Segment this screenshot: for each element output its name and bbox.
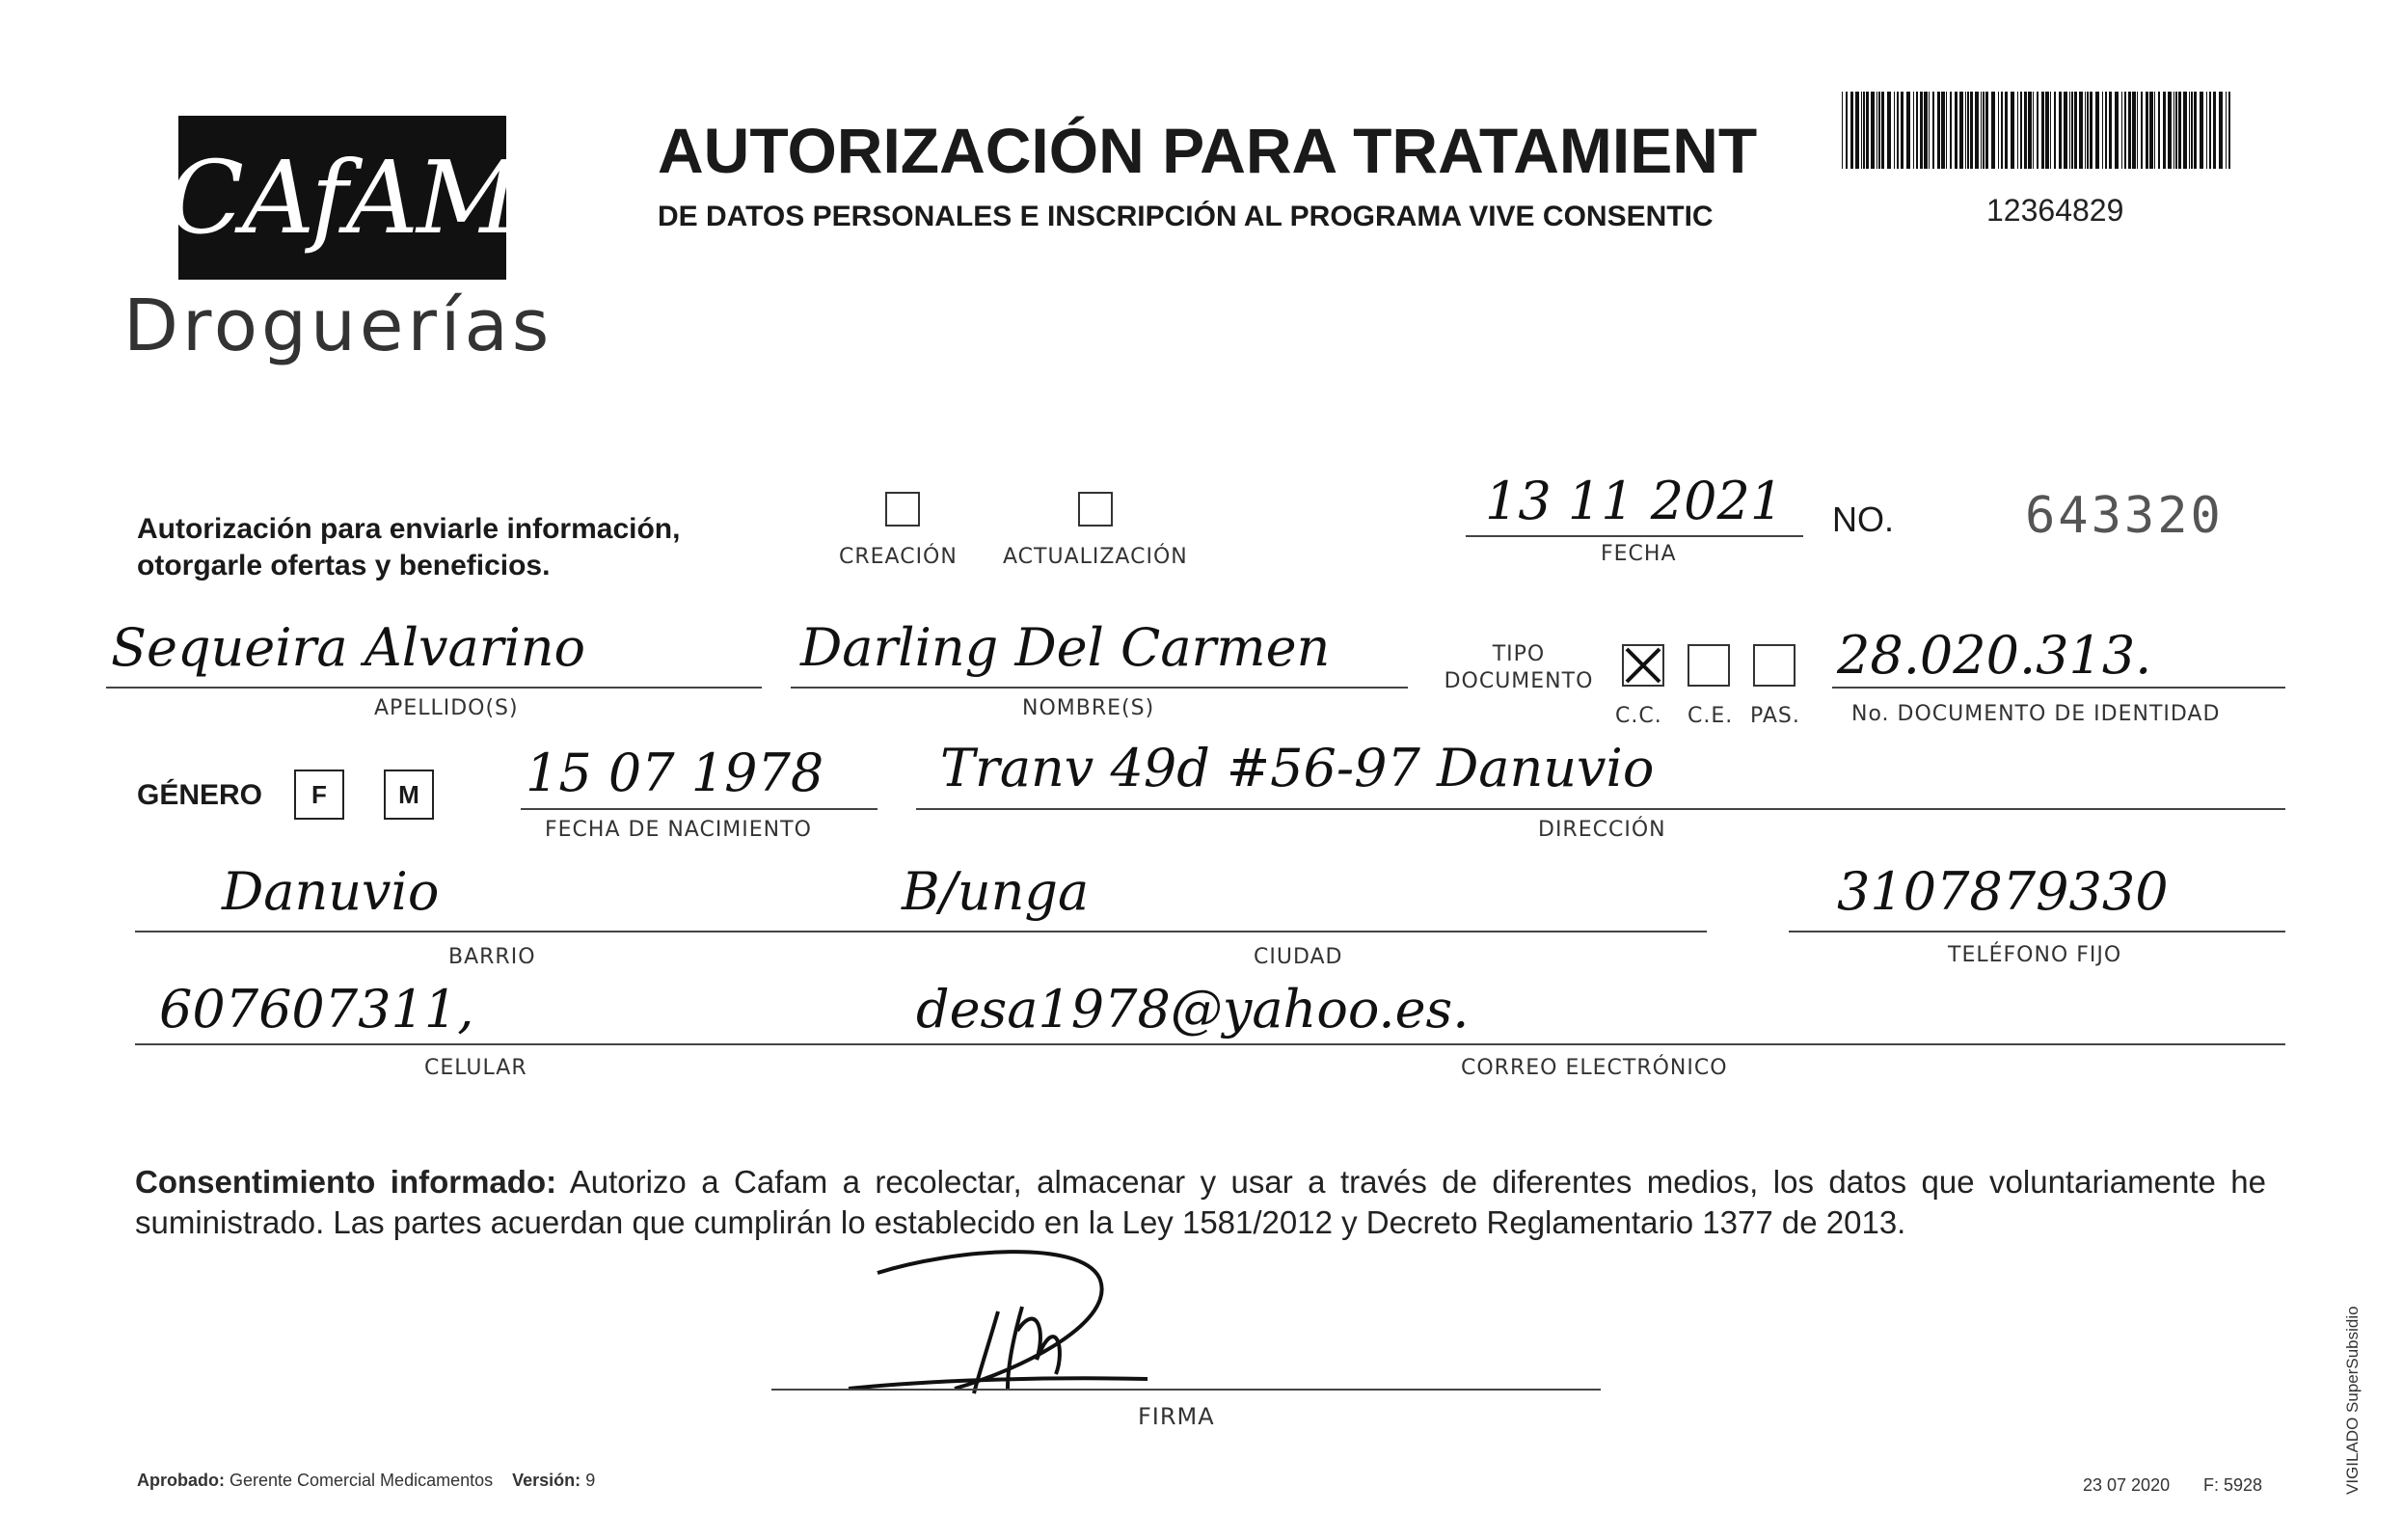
- celular-value[interactable]: 607607311,: [159, 979, 474, 1040]
- barcode-bar: [1861, 92, 1862, 169]
- barrio-label: BARRIO: [448, 945, 536, 969]
- nacimiento-label: FECHA DE NACIMIENTO: [545, 818, 812, 842]
- genero-m-box[interactable]: [384, 770, 434, 820]
- barcode-bar: [1897, 92, 1899, 169]
- barcode-bar: [2137, 92, 2138, 169]
- barcode-bar: [2121, 92, 2122, 169]
- barcode-bar: [2149, 92, 2153, 169]
- pas-label: PAS.: [1750, 704, 1800, 728]
- barcode-bar: [2050, 92, 2051, 169]
- barcode-bar: [1866, 92, 1869, 169]
- barcode-bar: [2158, 92, 2160, 169]
- fecha-value[interactable]: 13 11 2021: [1485, 471, 1784, 531]
- barcode-bar: [2175, 92, 2177, 169]
- logo-subtext: Droguerías: [123, 284, 554, 367]
- barcode-bar: [2213, 92, 2216, 169]
- barcode-bar: [1871, 92, 1875, 169]
- apellidos-line: [106, 687, 762, 689]
- barcode-bar: [2054, 92, 2056, 169]
- fecha-line: [1466, 535, 1803, 537]
- vigilado-side-text: VIGILADO SuperSubsidio: [2343, 1306, 2362, 1495]
- signature-line: [771, 1389, 1601, 1391]
- barcode-bar: [1876, 92, 1877, 169]
- footer-approval: [137, 1471, 595, 1491]
- celular-label: CELULAR: [424, 1056, 527, 1080]
- authorization-heading-line2: otorgarle ofertas y beneficios.: [137, 550, 551, 581]
- ciudad-value[interactable]: B/unga: [902, 861, 1090, 922]
- barcode-number: 12364829: [1986, 193, 2124, 228]
- tipo-documento-label: TIPO DOCUMENTO: [1444, 642, 1594, 693]
- correo-line: [820, 1043, 2285, 1045]
- barcode-bar: [1855, 92, 1859, 169]
- barcode-bar: [2028, 92, 2032, 169]
- barcode-bar: [2085, 92, 2086, 169]
- footer-date: 23 07 2020: [2083, 1475, 2171, 1495]
- barcode-bar: [2079, 92, 2083, 169]
- barcode-bar: [2011, 92, 2014, 169]
- barcode-bar: [2071, 92, 2073, 169]
- genero-m-label: M: [398, 779, 419, 809]
- nacimiento-line: [521, 808, 878, 810]
- barcode-bar: [2090, 92, 2092, 169]
- direccion-line: [916, 808, 2285, 810]
- nombres-value[interactable]: Darling Del Carmen: [800, 617, 1331, 678]
- barcode-bar: [1846, 92, 1848, 169]
- documento-line: [1832, 687, 2285, 689]
- barcode-bar: [2017, 92, 2018, 169]
- nombres-line: [791, 687, 1408, 689]
- barcode-bar: [2037, 92, 2038, 169]
- barrio-line: [135, 931, 858, 932]
- barcode-bar: [1916, 92, 1918, 169]
- genero-f-box[interactable]: [294, 770, 344, 820]
- documento-value[interactable]: 28.020.313.: [1837, 625, 2152, 686]
- barcode-bar: [2005, 92, 2008, 169]
- ciudad-label: CIUDAD: [1254, 945, 1343, 969]
- barcode-bar: [2069, 92, 2070, 169]
- no-label: NO.: [1832, 500, 1895, 539]
- ciudad-line: [820, 931, 1707, 932]
- no-value: 643320: [2025, 487, 2224, 545]
- barcode-bar: [2024, 92, 2027, 169]
- barcode-bar: [1932, 92, 1934, 169]
- barcode-bar: [1998, 92, 1999, 169]
- barcode-bar: [2200, 92, 2203, 169]
- barcode-bar: [2087, 92, 2089, 169]
- checkmark-x-icon: [1624, 646, 1662, 685]
- barcode: [1842, 92, 2237, 169]
- barcode-bar: [1937, 92, 1940, 169]
- barcode-bar: [2183, 92, 2187, 169]
- barcode-bar: [1863, 92, 1865, 169]
- telefono-line: [1789, 931, 2285, 932]
- barcode-bar: [1941, 92, 1945, 169]
- barcode-bar: [2146, 92, 2148, 169]
- barcode-bar: [2178, 92, 2181, 169]
- barcode-bar: [2154, 92, 2155, 169]
- footer-code: F: 5928: [2203, 1475, 2263, 1495]
- aprobado-label: Aprobado:: [137, 1471, 225, 1490]
- barcode-bar: [1955, 92, 1958, 169]
- barrio-value[interactable]: Danuvio: [222, 861, 440, 922]
- telefono-label: TELÉFONO FIJO: [1948, 943, 2122, 967]
- nombres-label: NOMBRE(S): [1022, 696, 1155, 720]
- consent-heading: Consentimiento informado:: [135, 1164, 557, 1200]
- barcode-bar: [1981, 92, 1982, 169]
- barcode-bar: [2041, 92, 2044, 169]
- barcode-bar: [2064, 92, 2067, 169]
- authorization-heading-line1: Autorización para enviarle información,: [137, 513, 681, 545]
- barcode-bar: [1985, 92, 1988, 169]
- barcode-bar: [1881, 92, 1884, 169]
- barcode-bar: [1929, 92, 1930, 169]
- barcode-bar: [1991, 92, 1995, 169]
- barcode-bar: [1959, 92, 1963, 169]
- barcode-bar: [2105, 92, 2107, 169]
- barcode-bar: [2209, 92, 2211, 169]
- cafam-logo: [167, 116, 518, 280]
- consent-text: Autorizo a Cafam a recolectar, almacenar y usar a través de diferentes medios, los datos que voluntariamente he suministrado. Las partes acuerdan que cumplirán lo establecido en la Ley 1581/2012 y Decreto Reglamentario 1377 de 2013.: [135, 1164, 2266, 1240]
- barcode-bar: [2095, 92, 2099, 169]
- barcode-bar: [1913, 92, 1914, 169]
- barcode-bar: [1850, 92, 1853, 169]
- barcode-bar: [2191, 92, 2193, 169]
- barcode-bar: [1983, 92, 1984, 169]
- barcode-bar: [1906, 92, 1910, 169]
- genero-label: GÉNERO: [137, 779, 263, 811]
- correo-label: CORREO ELECTRÓNICO: [1461, 1056, 1728, 1080]
- barcode-bar: [2226, 92, 2227, 169]
- barcode-bar: [1965, 92, 1966, 169]
- barcode-bar: [1975, 92, 1979, 169]
- barcode-bar: [2115, 92, 2119, 169]
- barcode-bar: [2102, 92, 2103, 169]
- cc-checkbox[interactable]: [1622, 644, 1664, 687]
- barcode-bar: [2045, 92, 2049, 169]
- documento-label: No. DOCUMENTO DE IDENTIDAD: [1851, 702, 2221, 726]
- barcode-bar: [2189, 92, 2190, 169]
- signature-label: FIRMA: [1138, 1403, 1215, 1430]
- document-subtitle: DE DATOS PERSONALES E INSCRIPCIÓN AL PROGRAMA VIVE CONSENTIC: [658, 201, 1714, 232]
- consent-paragraph: [135, 1162, 2266, 1243]
- aprobado-value: Gerente Comercial Medicamentos: [230, 1471, 494, 1490]
- ce-label: C.E.: [1688, 704, 1734, 728]
- barcode-bar: [1842, 92, 1843, 169]
- nacimiento-value[interactable]: 15 07 1978: [526, 743, 824, 803]
- creacion-checkbox[interactable]: [885, 492, 920, 527]
- barcode-bar: [2124, 92, 2126, 169]
- barcode-bar: [1946, 92, 1947, 169]
- apellidos-value[interactable]: Sequeira Alvarino: [111, 617, 586, 678]
- genero-f-label: F: [311, 779, 327, 809]
- barcode-bar: [1924, 92, 1928, 169]
- logo-text: CAfAM: [167, 139, 518, 257]
- direccion-label: DIRECCIÓN: [1538, 818, 1666, 842]
- barcode-bar: [2132, 92, 2136, 169]
- barcode-bar: [1950, 92, 1952, 169]
- barcode-bar: [2219, 92, 2223, 169]
- ce-checkbox[interactable]: [1688, 644, 1730, 687]
- barcode-bar: [2141, 92, 2143, 169]
- correo-value[interactable]: desa1978@yahoo.es.: [916, 979, 1470, 1040]
- barcode-bar: [1970, 92, 1973, 169]
- barcode-bar: [1887, 92, 1891, 169]
- version-label: Versión:: [512, 1471, 581, 1490]
- barcode-bar: [1878, 92, 1880, 169]
- document-title: AUTORIZACIÓN PARA TRATAMIENT: [658, 115, 1758, 186]
- barcode-bar: [1901, 92, 1904, 169]
- barcode-bar: [2074, 92, 2077, 169]
- actualizacion-checkbox[interactable]: [1078, 492, 1113, 527]
- pas-checkbox[interactable]: [1753, 644, 1796, 687]
- barcode-bar: [2128, 92, 2131, 169]
- barcode-bar: [2059, 92, 2062, 169]
- fecha-label: FECHA: [1601, 542, 1677, 566]
- barcode-bar: [2163, 92, 2166, 169]
- direccion-value[interactable]: Tranv 49d #56-97 Danuvio: [940, 738, 1655, 798]
- celular-line: [135, 1043, 858, 1045]
- barcode-bar: [2168, 92, 2172, 169]
- version-value: 9: [585, 1471, 596, 1490]
- barcode-bar: [2194, 92, 2197, 169]
- barcode-bar: [2001, 92, 2003, 169]
- apellidos-label: APELLIDO(S): [374, 696, 519, 720]
- barcode-bar: [2033, 92, 2034, 169]
- telefono-value[interactable]: 3107879330: [1837, 861, 2169, 922]
- creacion-label: CREACIÓN: [839, 545, 958, 569]
- barcode-bar: [1894, 92, 1895, 169]
- barcode-bar: [1967, 92, 1969, 169]
- barcode-bar: [1920, 92, 1923, 169]
- barcode-bar: [2206, 92, 2207, 169]
- barcode-bar: [2228, 92, 2230, 169]
- cc-label: C.C.: [1615, 704, 1662, 728]
- actualizacion-label: ACTUALIZACIÓN: [1003, 545, 1188, 569]
- barcode-bar: [2109, 92, 2112, 169]
- barcode-bar: [2020, 92, 2022, 169]
- authorization-heading: [137, 511, 680, 584]
- signature-scribble: [810, 1244, 1176, 1398]
